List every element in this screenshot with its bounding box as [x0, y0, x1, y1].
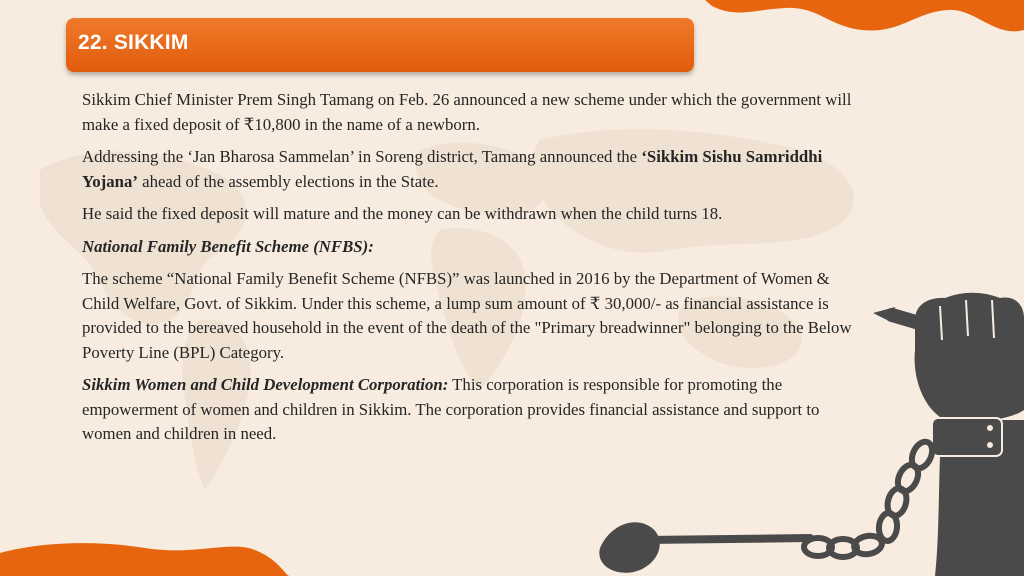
- paragraph-maturity: He said the fixed deposit will mature and the money can be withdrawn when the child turns 18.: [82, 204, 723, 223]
- paragraph-nfbs: The scheme “National Family Benefit Scheme (NFBS)” was launched in 2016 by the Department of Women & Child Welfare, Govt. of Sikkim. Under this scheme, a lump sum amount of ₹ 30,000/- as financial assistance is provided to the bereaved household in the event of the death of the "Primary breadwinner" belonging to the Below Poverty Line (BPL) Category.: [82, 269, 852, 362]
- paragraph-scheme-announcement: Sikkim Chief Minister Prem Singh Tamang on Feb. 26 announced a new scheme under which the government will make a fixed deposit of ₹10,800 in the name of a newborn.: [82, 90, 852, 134]
- handcuff-ring: [932, 418, 1002, 456]
- fist-icon: [915, 293, 1024, 422]
- shovel-icon: [599, 522, 810, 573]
- nfbs-heading: National Family Benefit Scheme (NFBS):: [82, 236, 374, 256]
- scheme-name-bold: ‘Sikkim Sishu Samriddhi Yojana’: [82, 147, 823, 191]
- corporation-heading: Sikkim Women and Child Development Corporation:: [82, 375, 449, 394]
- paragraph-sammelan-start: Addressing the ‘Jan Bharosa Sammelan’ in Soreng district, Tamang announced the: [82, 147, 642, 166]
- paragraph-sammelan-end: ahead of the assembly elections in the State.: [137, 171, 439, 191]
- broken-chain: [804, 439, 936, 557]
- corporation-text: This corporation is responsible for promoting the empowerment of women and children in Sikkim. The corporation provides financial assistance and support to women and children in need.: [82, 375, 820, 443]
- slide-title: 22. SIKKIM: [78, 31, 189, 54]
